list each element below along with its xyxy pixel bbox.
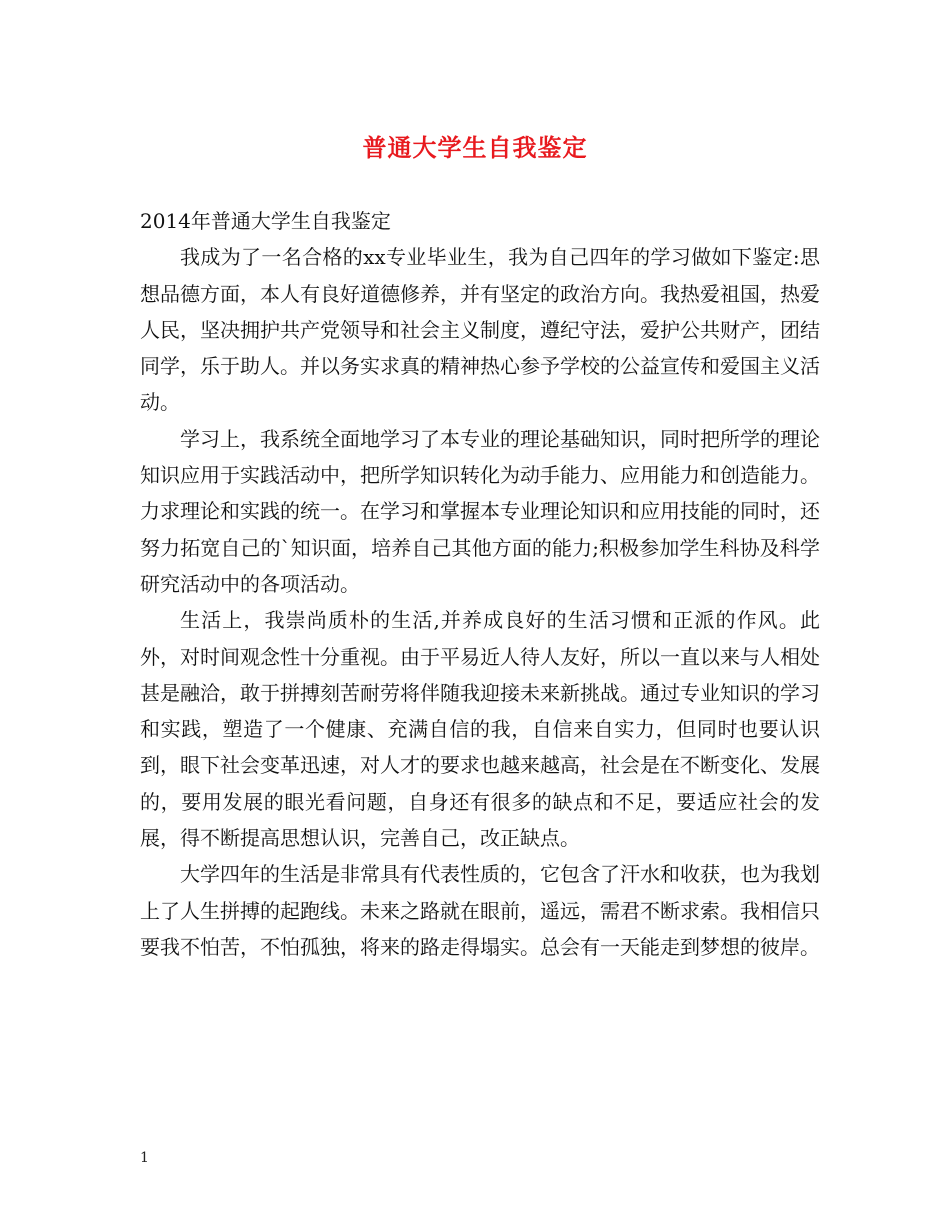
- page-number: 1: [140, 1150, 149, 1166]
- paragraph-ideology: 我成为了一名合格的xx专业毕业生，我为自己四年的学习做如下鉴定:思想品德方面，本人有良好道德修养，并有坚定的政治方向。我热爱祖国，热爱人民，坚决拥护共产党领导和社会主义制度，遵纪守法，爱护公共财产，团结同学，乐于助人。并以务实求真的精神热心参予学校的公益宣传和爱国主义活动。: [140, 245, 820, 415]
- paragraph-conclusion: 大学四年的生活是非常具有代表性质的，它包含了汗水和收获，也为我划上了人生拼搏的起跑线。未来之路就在眼前，遥远，需君不断求索。我相信只要我不怕苦，不怕孤独，将来的路走得塌实。总会有一天能走到梦想的彼岸。: [140, 862, 820, 959]
- paragraph-study: 学习上，我系统全面地学习了本专业的理论基础知识，同时把所学的理论知识应用于实践活动中，把所学知识转化为动手能力、应用能力和创造能力。力求理论和实践的统一。在学习和掌握本专业理论知识和应用技能的同时，还努力拓宽自己的`知识面，培养自己其他方面的能力;积极参加学生科协及科学研究活动中的各项活动。: [140, 426, 820, 596]
- document-title: 普通大学生自我鉴定: [362, 133, 588, 162]
- paragraph-life: 生活上，我崇尚质朴的生活,并养成良好的生活习惯和正派的作风。此外，对时间观念性十分重视。由于平易近人待人友好，所以一直以来与人相处甚是融洽，敢于拼搏刻苦耐劳将伴随我迎接未来新挑战。通过专业知识的学习和实践，塑造了一个健康、充满自信的我，自信来自实力，但同时也要认识到，眼下社会变革迅速，对人才的要求也越来越高，社会是在不断变化、发展的，要用发展的眼光看问题，自身还有很多的缺点和不足，要适应社会的发展，得不断提高思想认识，完善自己，改正缺点。: [140, 608, 820, 851]
- document-subtitle: 2014年普通大学生自我鉴定: [140, 209, 391, 233]
- document-body: [140, 203, 820, 965]
